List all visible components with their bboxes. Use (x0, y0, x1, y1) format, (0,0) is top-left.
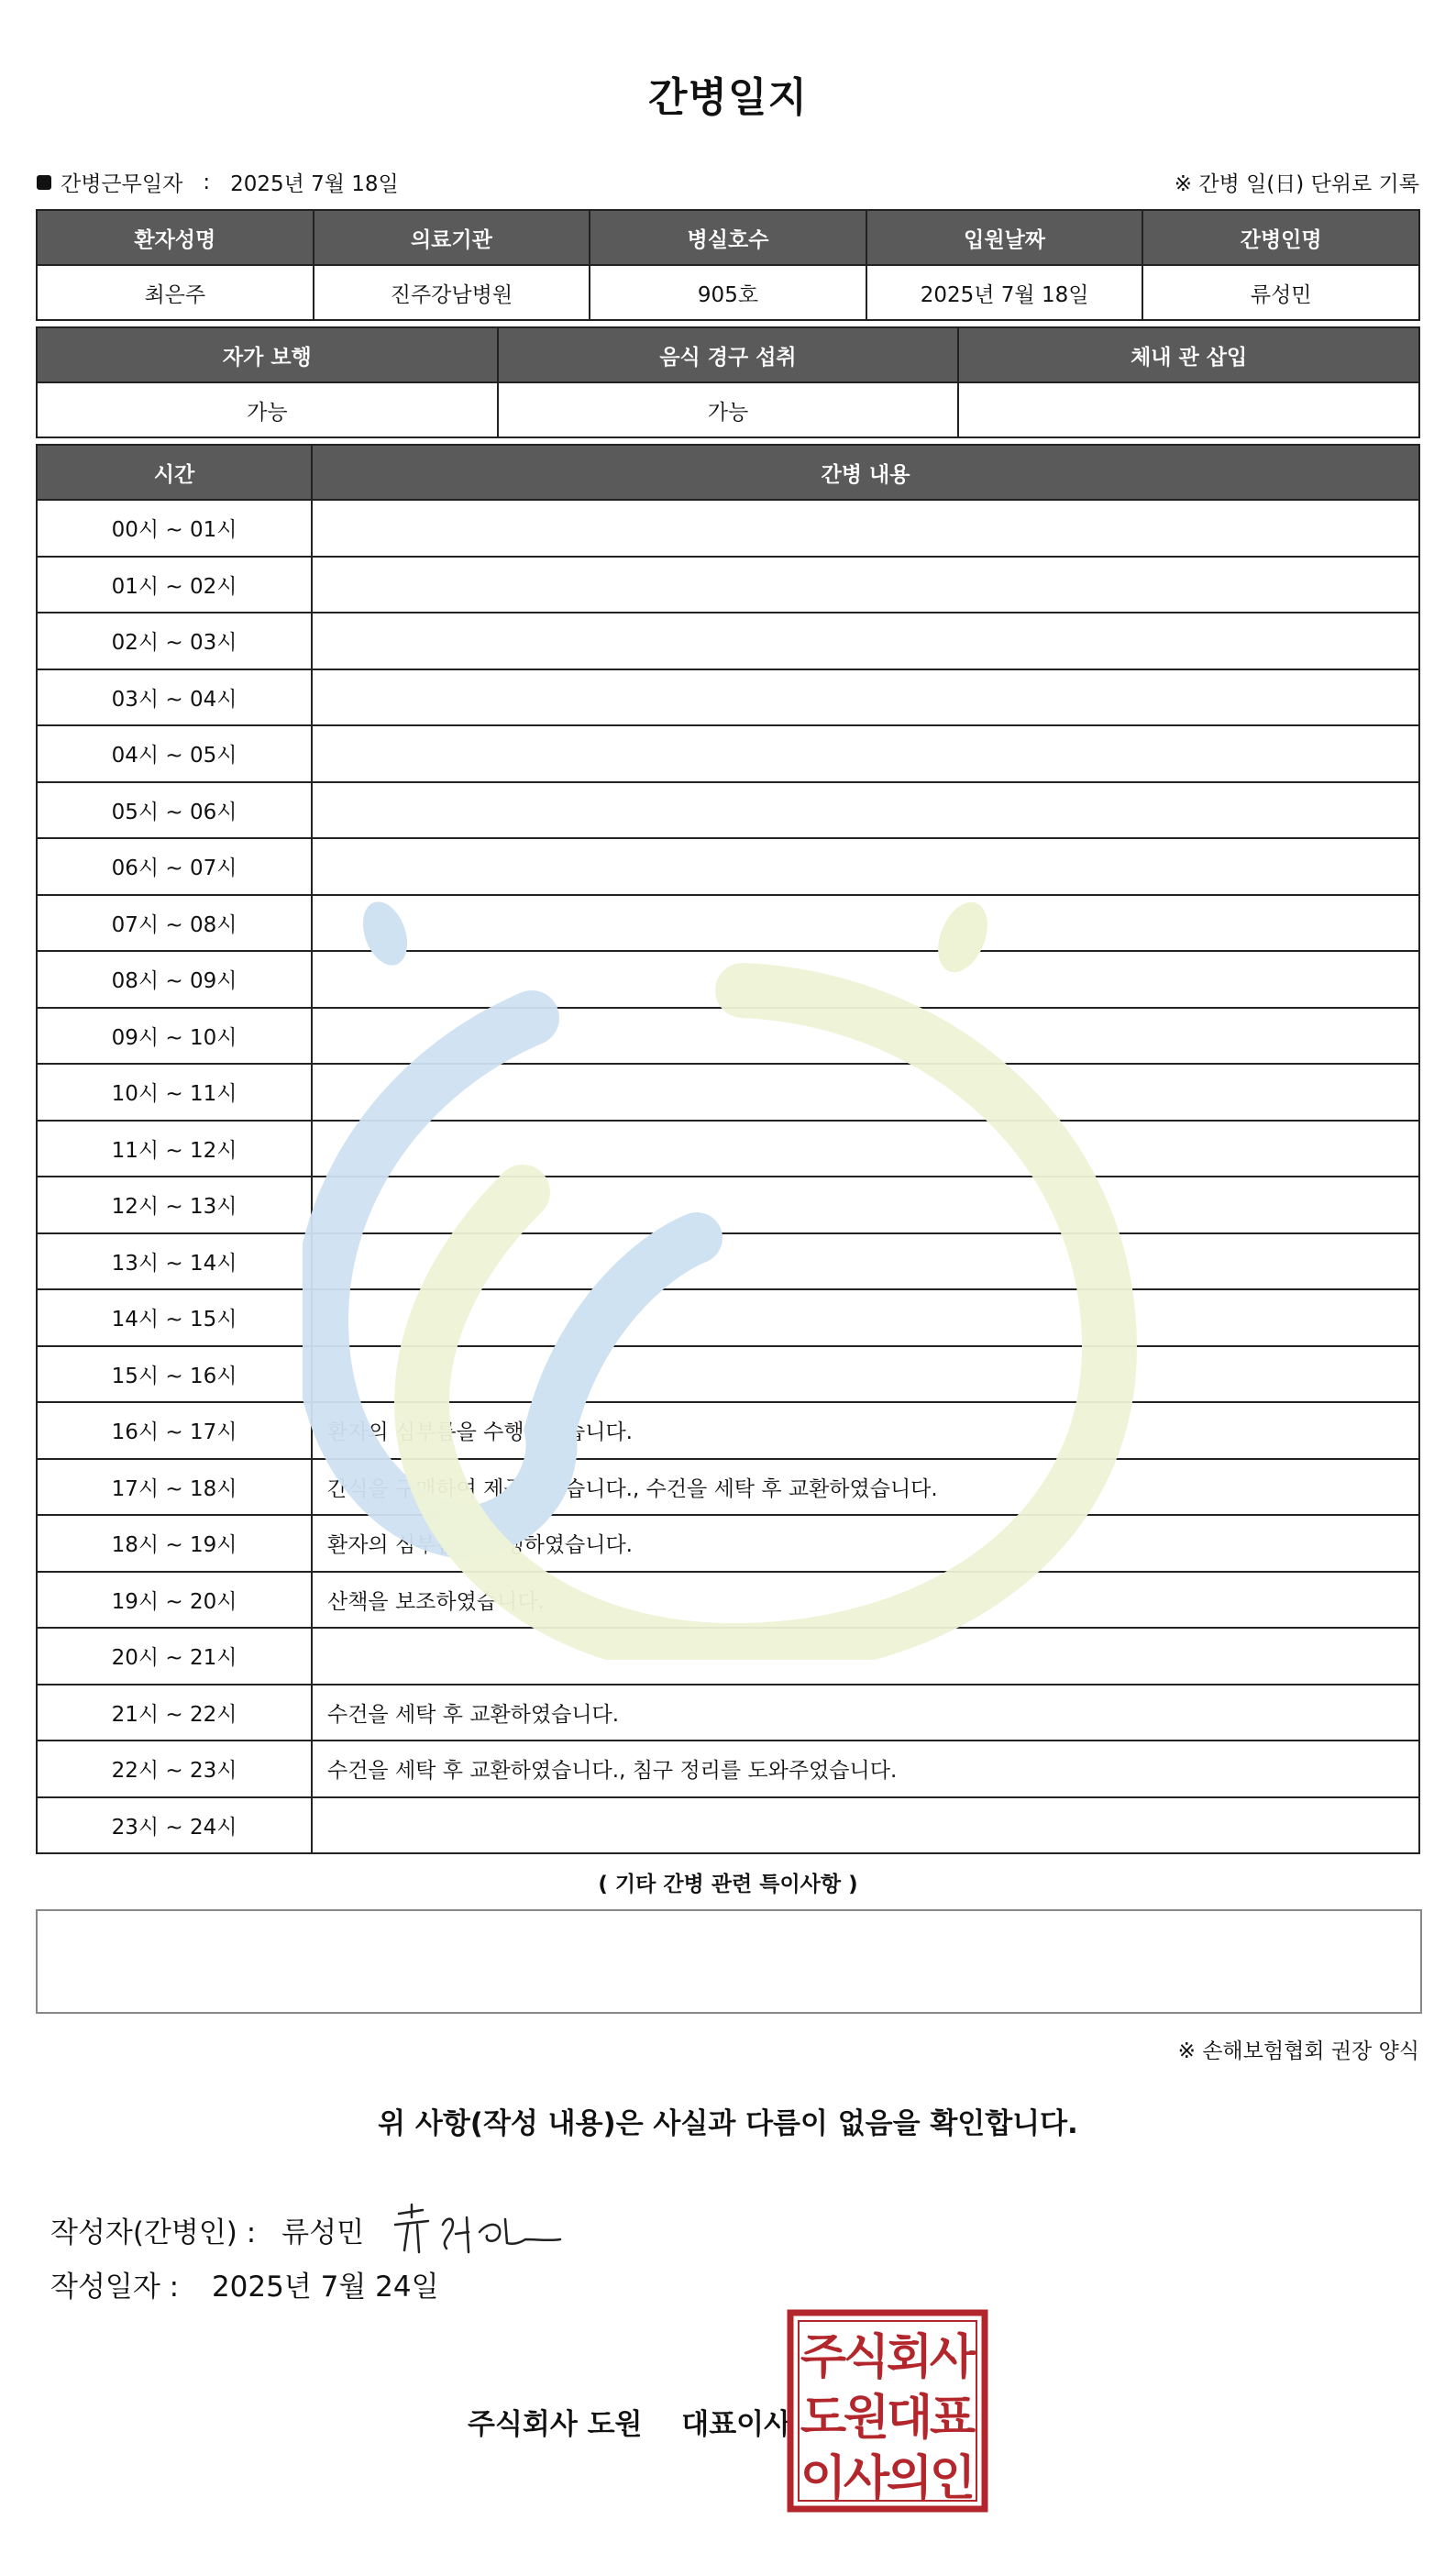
seal-character: 회 (886, 2330, 933, 2385)
table-row (37, 1121, 1419, 1177)
written-date-line (50, 2263, 439, 2304)
care-content (312, 669, 1419, 726)
table-row (37, 1797, 1419, 1854)
time-slot: 15시 ~ 16시 (37, 1346, 312, 1403)
oral-intake-value: 가능 (498, 382, 959, 437)
care-content (312, 1233, 1419, 1290)
care-content (312, 951, 1419, 1008)
care-content (312, 895, 1419, 952)
time-slot: 00시 ~ 01시 (37, 500, 312, 557)
seal-character: 사 (929, 2330, 976, 2385)
seal-character: 이 (800, 2451, 847, 2506)
time-slot: 08시 ~ 09시 (37, 951, 312, 1008)
table-row (37, 669, 1419, 726)
special-notes-box (36, 1909, 1422, 2014)
time-slot: 01시 ~ 02시 (37, 557, 312, 613)
care-content: 수건을 세탁 후 교환하였습니다., 침구 정리를 도와주었습니다. (312, 1741, 1419, 1797)
time-slot: 02시 ~ 03시 (37, 613, 312, 669)
writer-line (50, 2197, 566, 2261)
document-title: 간병일지 (647, 74, 808, 121)
time-slot: 03시 ~ 04시 (37, 669, 312, 726)
tube-insertion-value (958, 382, 1419, 437)
room-number: 905호 (590, 265, 866, 320)
time-slot: 21시 ~ 22시 (37, 1685, 312, 1741)
header-oral-intake: 음식 경구 섭취 (498, 327, 959, 382)
time-slot: 04시 ~ 05시 (37, 725, 312, 782)
care-content (312, 1121, 1419, 1177)
table-row (37, 1459, 1419, 1516)
work-date-label: 간병근무일자 (61, 172, 183, 196)
care-content (312, 1628, 1419, 1685)
header-time: 시간 (37, 445, 312, 500)
care-content (312, 1289, 1419, 1346)
seal-character: 표 (929, 2391, 976, 2446)
header-caregiver-name: 간병인명 (1142, 210, 1419, 265)
seal-character: 주 (800, 2330, 847, 2385)
table-row (37, 1008, 1419, 1065)
written-date-label: 작성일자 : (50, 2271, 180, 2304)
table-header-row (37, 445, 1419, 500)
table-header-row (37, 210, 1419, 265)
confirmation-statement: 위 사항(작성 내용)은 사실과 다름이 없음을 확인합니다. (378, 2107, 1078, 2140)
table-row (37, 1628, 1419, 1685)
time-slot: 13시 ~ 14시 (37, 1233, 312, 1290)
header-admission-date: 입원날짜 (866, 210, 1143, 265)
header-room-number: 병실호수 (590, 210, 866, 265)
time-slot: 05시 ~ 06시 (37, 782, 312, 839)
time-slot: 07시 ~ 08시 (37, 895, 312, 952)
care-content: 수건을 세탁 후 교환하였습니다. (312, 1685, 1419, 1741)
care-content (312, 1064, 1419, 1121)
table-row (37, 613, 1419, 669)
care-content (312, 725, 1419, 782)
table-row (37, 265, 1419, 320)
header-care-content: 간병 내용 (312, 445, 1419, 500)
table-header-row (37, 327, 1419, 382)
work-date-line (37, 167, 399, 197)
form-recommendation-note: ※ 손해보험협회 권장 양식 (1177, 2039, 1419, 2063)
seal-character: 도 (800, 2391, 847, 2446)
table-row (37, 725, 1419, 782)
time-slot: 06시 ~ 07시 (37, 838, 312, 895)
record-unit-note: ※ 간병 일(日) 단위로 기록 (1174, 172, 1419, 196)
seal-character: 사 (843, 2451, 890, 2506)
hourly-care-log-table (36, 444, 1420, 1854)
care-content (312, 500, 1419, 557)
company-role: 대표이사 (681, 2408, 792, 2441)
table-row (37, 1685, 1419, 1741)
care-content: 산책을 보조하였습니다. (312, 1572, 1419, 1629)
company-name: 주식회사 도원 (468, 2408, 643, 2441)
care-content (312, 557, 1419, 613)
table-row (37, 1402, 1419, 1459)
admission-date: 2025년 7월 18일 (866, 265, 1143, 320)
table-row (37, 500, 1419, 557)
patient-name: 최은주 (37, 265, 314, 320)
work-date-separator: : (203, 170, 211, 194)
table-row (37, 838, 1419, 895)
caregiver-name: 류성민 (1142, 265, 1419, 320)
table-row (37, 557, 1419, 613)
company-line (468, 2401, 791, 2442)
table-row (37, 1346, 1419, 1403)
header-patient-name: 환자성명 (37, 210, 314, 265)
patient-status-table (36, 326, 1420, 438)
care-content (312, 838, 1419, 895)
care-content (312, 782, 1419, 839)
time-slot: 11시 ~ 12시 (37, 1121, 312, 1177)
table-row (37, 1289, 1419, 1346)
table-row (37, 895, 1419, 952)
time-slot: 19시 ~ 20시 (37, 1572, 312, 1629)
header-self-walking: 자가 보행 (37, 327, 498, 382)
care-content (312, 1008, 1419, 1065)
time-slot: 22시 ~ 23시 (37, 1741, 312, 1797)
patient-info-table (36, 209, 1420, 321)
time-slot: 16시 ~ 17시 (37, 1402, 312, 1459)
self-walking-value: 가능 (37, 382, 498, 437)
table-row (37, 1064, 1419, 1121)
time-slot: 17시 ~ 18시 (37, 1459, 312, 1516)
writer-label: 작성자(간병인) : (50, 2216, 257, 2249)
seal-character: 의 (886, 2451, 933, 2506)
company-seal-stamp (787, 2309, 988, 2513)
time-slot: 12시 ~ 13시 (37, 1177, 312, 1233)
table-row (37, 382, 1419, 437)
table-row (37, 1515, 1419, 1572)
writer-name: 류성민 (281, 2216, 365, 2249)
time-slot: 09시 ~ 10시 (37, 1008, 312, 1065)
header-hospital: 의료기관 (314, 210, 590, 265)
seal-character: 원 (843, 2391, 890, 2446)
table-row (37, 1741, 1419, 1797)
header-tube-insertion: 체내 관 삽입 (958, 327, 1419, 382)
table-row (37, 782, 1419, 839)
work-date-value: 2025년 7월 18일 (230, 172, 399, 196)
time-slot: 23시 ~ 24시 (37, 1797, 312, 1854)
square-bullet-icon (37, 175, 51, 190)
table-row (37, 1572, 1419, 1629)
care-content (312, 613, 1419, 669)
care-content (312, 1177, 1419, 1233)
table-row (37, 1233, 1419, 1290)
seal-character: 인 (929, 2451, 976, 2506)
seal-character: 식 (843, 2330, 890, 2385)
table-row (37, 1177, 1419, 1233)
time-slot: 20시 ~ 21시 (37, 1628, 312, 1685)
handwritten-signature (392, 2197, 566, 2261)
time-slot: 14시 ~ 15시 (37, 1289, 312, 1346)
time-slot: 18시 ~ 19시 (37, 1515, 312, 1572)
written-date-value: 2025년 7월 24일 (211, 2271, 439, 2304)
special-notes-title: ( 기타 간병 관련 특이사항 ) (598, 1873, 858, 1896)
seal-character: 대 (886, 2391, 933, 2446)
care-content: 환자의 심부름을 수행하였습니다. (312, 1515, 1419, 1572)
hospital-name: 진주강남병원 (314, 265, 590, 320)
care-content: 환자의 심부름을 수행하였습니다. (312, 1402, 1419, 1459)
time-slot: 10시 ~ 11시 (37, 1064, 312, 1121)
care-content (312, 1797, 1419, 1854)
care-content (312, 1346, 1419, 1403)
care-content: 간식을 구매하여 제공하였습니다., 수건을 세탁 후 교환하였습니다. (312, 1459, 1419, 1516)
table-row (37, 951, 1419, 1008)
